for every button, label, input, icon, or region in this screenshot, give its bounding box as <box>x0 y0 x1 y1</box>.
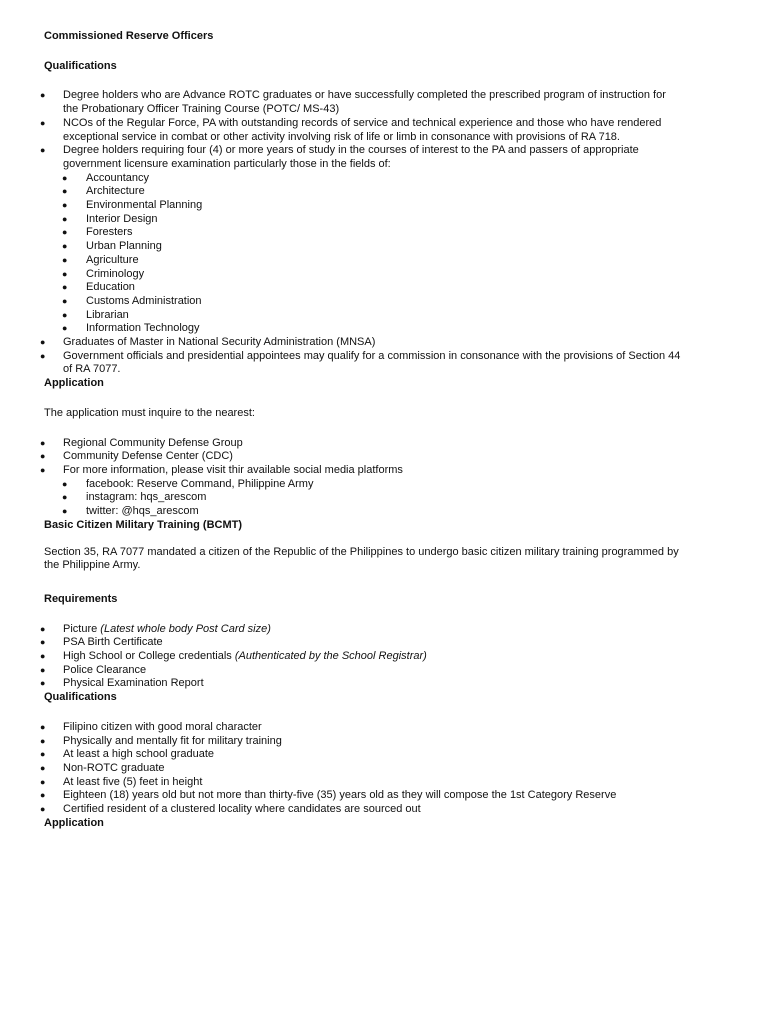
list-item <box>40 734 684 749</box>
list-item <box>40 663 684 678</box>
qualifications-list <box>40 89 684 377</box>
list-item <box>40 650 684 664</box>
bullet-icon: ● <box>62 200 68 211</box>
bullet-icon: ● <box>62 295 68 306</box>
sub-list-item <box>44 268 684 282</box>
sub-list-item-text: Interior Design <box>86 212 158 225</box>
list-item <box>40 775 684 790</box>
bullet-icon: ● <box>40 776 46 787</box>
bullet-icon: ● <box>40 664 46 675</box>
bullet-icon: ● <box>40 637 46 648</box>
bullet-icon: ● <box>40 678 46 689</box>
list-item <box>40 336 684 350</box>
sub-list-item <box>44 199 684 213</box>
list-item <box>40 349 684 377</box>
list-item-text: Degree holders requiring four (4) or more years of study in the courses of interest to the PA and passers of appropriate government licensure examination particularly those in the fields of: <box>63 144 639 170</box>
list-item <box>40 677 684 691</box>
list-item <box>40 789 684 803</box>
bullet-icon: ● <box>62 268 68 279</box>
list-item-note: (Authenticated by the School Registrar) <box>234 650 427 663</box>
sub-list-item <box>44 491 684 505</box>
bullet-icon: ● <box>40 721 46 732</box>
list-item <box>40 89 684 116</box>
bcmt-body: Section 35, RA 7077 mandated a citizen of the Republic of the Philippines to undergo basic citizen military training programmed by the Philippine Army. <box>44 545 679 572</box>
bullet-icon: ● <box>40 90 46 101</box>
bullet-icon: ● <box>62 186 68 197</box>
sub-list-item <box>44 281 684 295</box>
section-heading-requirements: Requirements <box>44 592 118 605</box>
application-list <box>40 436 684 519</box>
sub-list-item-text: Librarian <box>86 308 129 321</box>
list-item-text: Picture <box>63 622 101 635</box>
list-item <box>40 622 684 637</box>
list-item-text: At least five (5) feet in height <box>63 775 203 788</box>
bullet-icon: ● <box>40 651 46 662</box>
list-item <box>40 748 684 762</box>
bullet-icon: ● <box>40 749 46 760</box>
sub-list-item <box>44 226 684 240</box>
list-item-text: High School or College credentials <box>63 650 235 663</box>
bullet-icon: ● <box>62 309 68 320</box>
bullet-icon: ● <box>40 145 46 156</box>
bullet-icon: ● <box>40 735 46 746</box>
bullet-icon: ● <box>62 241 68 252</box>
bullet-icon: ● <box>40 762 46 773</box>
sub-list-item-text: Agriculture <box>86 253 139 266</box>
list-item-text: Filipino citizen with good moral character <box>63 720 262 733</box>
bullet-icon: ● <box>62 478 68 489</box>
list-item <box>40 144 684 171</box>
document-title: Commissioned Reserve Officers <box>44 30 214 42</box>
bullet-icon: ● <box>40 337 46 348</box>
list-item <box>40 720 684 735</box>
list-item-text: Non-ROTC graduate <box>63 761 165 774</box>
bullet-icon: ● <box>40 451 46 462</box>
list-item-text: Government officials and presidential appointees may qualify for a commission in consonance with the provisions of Section 44 of RA 7077. <box>63 349 681 376</box>
sub-list-item <box>44 295 684 309</box>
section-heading-bcmt-application: Application <box>44 816 104 829</box>
sub-list-item <box>44 185 684 199</box>
sub-list-item <box>44 309 684 323</box>
list-item <box>40 463 684 478</box>
document-page <box>40 30 684 830</box>
section-heading-application: Application <box>44 377 104 390</box>
bullet-icon: ● <box>40 117 46 128</box>
bullet-icon: ● <box>62 227 68 238</box>
sub-list-item <box>44 172 684 186</box>
bullet-icon: ● <box>62 506 68 517</box>
bullet-icon: ● <box>40 464 46 475</box>
sub-list-item <box>44 240 684 254</box>
list-item <box>40 436 684 451</box>
sub-list-item-text: Education <box>86 281 135 294</box>
bullet-icon: ● <box>40 350 46 361</box>
sub-list-item <box>44 478 684 492</box>
list-item-text: Physical Examination Report <box>63 677 204 690</box>
bullet-icon: ● <box>40 804 46 815</box>
bullet-icon: ● <box>40 623 46 634</box>
list-item-text: Degree holders who are Advance ROTC graduates or have successfully completed the prescribed program of instruction for the Probationary Officer Training Course (POTC/ MS-43) <box>63 89 666 116</box>
sub-list-item-text: Criminology <box>86 267 145 280</box>
list-item-text: Graduates of Master in National Security Administration (MNSA) <box>63 336 376 349</box>
section-heading-bcmt: Basic Citizen Military Training (BCMT) <box>44 518 243 531</box>
list-item-text: Regional Community Defense Group <box>63 436 243 449</box>
sub-list-item-text: Urban Planning <box>86 240 162 253</box>
sub-list-item <box>44 254 684 268</box>
bullet-icon: ● <box>40 790 46 801</box>
sub-list-item-text: twitter: @hqs_arescom <box>86 505 199 518</box>
sub-list-item-text: Information Technology <box>86 322 200 335</box>
list-item-text: At least a high school graduate <box>63 748 215 761</box>
list-item <box>40 761 684 776</box>
sub-list-item-text: Environmental Planning <box>86 199 203 212</box>
list-item-text: Certified resident of a clustered locality where candidates are sourced out <box>63 803 421 816</box>
sub-list-item-text: facebook: Reserve Command, Philippine Army <box>86 477 314 490</box>
list-item-text: Physically and mentally fit for military training <box>63 734 282 747</box>
sub-list-item-text: Accountancy <box>86 171 149 184</box>
section-heading-qualifications: Qualifications <box>44 59 117 72</box>
sub-list-item-text: Foresters <box>86 226 133 239</box>
list-item-text: Eighteen (18) years old but not more than thirty-five (35) years old as they will compose the 1st Category Reserve <box>63 789 617 802</box>
sub-list-item-text: Customs Administration <box>86 294 202 307</box>
list-item-text: NCOs of the Regular Force, PA with outstanding records of service and technical experience and those who have rendered exceptional service in combat or other activity involving risk of life or limb in consonance with provisions of RA 718. <box>63 116 662 143</box>
list-item <box>40 636 684 650</box>
sub-list-item <box>44 322 684 336</box>
bullet-icon: ● <box>62 282 68 293</box>
list-item-text: Community Defense Center (CDC) <box>63 450 233 463</box>
list-item <box>40 116 684 144</box>
sub-list-item <box>44 213 684 227</box>
bullet-icon: ● <box>62 172 68 183</box>
bullet-icon: ● <box>62 213 68 224</box>
requirements-list <box>40 622 684 692</box>
bullet-icon: ● <box>40 437 46 448</box>
list-item-text: PSA Birth Certificate <box>63 636 163 649</box>
sub-list-item-text: instagram: hqs_arescom <box>86 491 207 504</box>
sub-list-item <box>44 505 684 519</box>
bcmt-qualifications-list <box>40 720 684 817</box>
bullet-icon: ● <box>62 254 68 265</box>
application-intro: The application must inquire to the nearest: <box>44 406 255 419</box>
bullet-icon: ● <box>62 492 68 503</box>
sub-list-item-text: Architecture <box>86 185 145 198</box>
list-item <box>40 803 684 817</box>
section-heading-bcmt-qualifications: Qualifications <box>44 691 117 704</box>
list-item-text: For more information, please visit thir available social media platforms <box>63 463 403 476</box>
list-item-note: (Latest whole body Post Card size) <box>100 622 271 635</box>
list-item <box>40 450 684 464</box>
bullet-icon: ● <box>62 323 68 334</box>
list-item-text: Police Clearance <box>63 663 147 676</box>
